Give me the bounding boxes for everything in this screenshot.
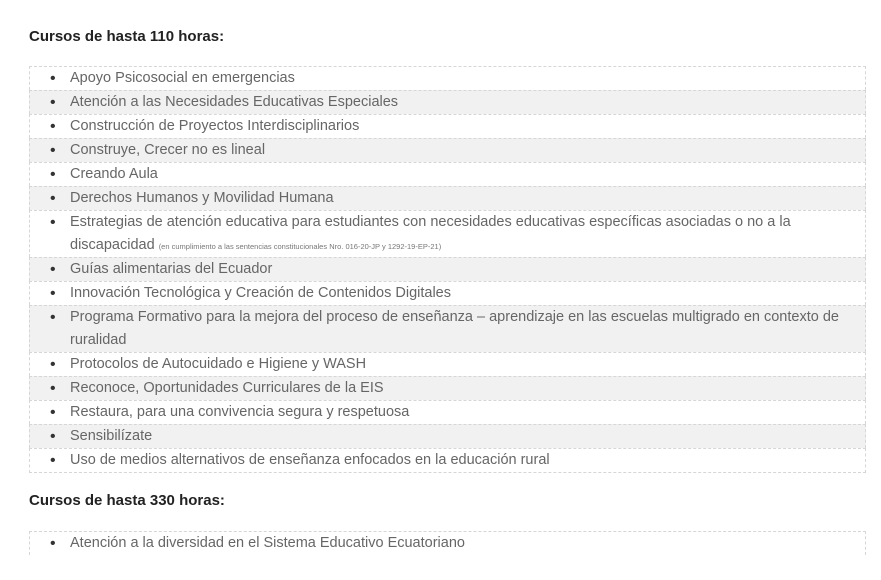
list-item [29, 376, 866, 400]
course-name: Apoyo Psicosocial en emergencias [70, 70, 295, 86]
course-name-text: Estrategias de atención educativa para estudiantes con necesidades educativas específicas asociadas o no a la discapacidad [70, 214, 791, 253]
bullet-icon: • [50, 309, 56, 326]
course-name [70, 211, 857, 257]
list-item [29, 90, 866, 114]
bullet-icon: • [50, 166, 56, 183]
list-item [29, 424, 866, 448]
list-item [29, 305, 866, 352]
course-name: Guías alimentarias del Ecuador [70, 261, 273, 277]
list-item [29, 448, 866, 473]
bullet-icon: • [50, 356, 56, 373]
bullet-icon: • [50, 261, 56, 278]
list-item [29, 186, 866, 210]
bullet-icon: • [50, 452, 56, 469]
bullet-icon: • [50, 535, 56, 552]
course-name: Programa Formativo para la mejora del proceso de enseñanza – aprendizaje en las escuelas multigrado en contexto de ruralidad [70, 309, 839, 348]
bullet-icon: • [50, 70, 56, 87]
course-name: Innovación Tecnológica y Creación de Contenidos Digitales [70, 285, 451, 301]
course-name: Creando Aula [70, 166, 158, 182]
course-name: Construcción de Proyectos Interdisciplinarios [70, 118, 360, 134]
course-name: Sensibilízate [70, 428, 153, 444]
list-item [29, 352, 866, 376]
course-name: Construye, Crecer no es lineal [70, 142, 266, 158]
course-list-330-hours [29, 531, 866, 555]
list-item [29, 257, 866, 281]
bullet-icon: • [50, 285, 56, 302]
list-item [29, 162, 866, 186]
course-name: Restaura, para una convivencia segura y respetuosa [70, 404, 410, 420]
bullet-icon: • [50, 94, 56, 111]
course-note: (en cumplimiento a las sentencias constitucionales Nro. 016-20-JP y 1292-19-EP-21) [158, 242, 442, 251]
bullet-icon: • [50, 380, 56, 397]
list-item [29, 400, 866, 424]
section-heading-330-hours: Cursos de hasta 330 horas: [29, 492, 225, 509]
list-item [29, 210, 866, 257]
list-item [29, 138, 866, 162]
course-name: Uso de medios alternativos de enseñanza enfocados en la educación rural [70, 452, 550, 468]
course-name: Atención a las Necesidades Educativas Especiales [70, 94, 399, 110]
course-name: Reconoce, Oportunidades Curriculares de la EIS [70, 380, 384, 396]
bullet-icon: • [50, 142, 56, 159]
section-heading-110-hours: Cursos de hasta 110 horas: [29, 28, 225, 45]
bullet-icon: • [50, 428, 56, 445]
course-list-110-hours [29, 66, 866, 473]
list-item [29, 66, 866, 90]
bullet-icon: • [50, 404, 56, 421]
bullet-icon: • [50, 214, 56, 231]
course-name: Derechos Humanos y Movilidad Humana [70, 190, 334, 206]
bullet-icon: • [50, 118, 56, 135]
course-name: Protocolos de Autocuidado e Higiene y WASH [70, 356, 367, 372]
list-item [29, 281, 866, 305]
list-item [29, 114, 866, 138]
course-name: Atención a la diversidad en el Sistema Educativo Ecuatoriano [70, 535, 465, 551]
bullet-icon: • [50, 190, 56, 207]
list-item [29, 531, 866, 555]
